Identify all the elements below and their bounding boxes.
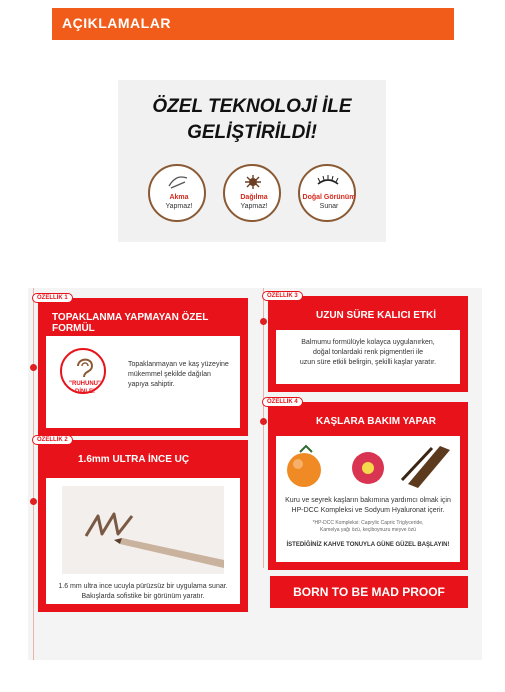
feature-description: Kuru ve seyrek kaşların bakımına yardımcı olmak için HP-DCC Kompleksi ve Sodyum Hyaluronat içerir.	[285, 497, 451, 514]
pencil-stroke-icon	[62, 486, 224, 574]
eyelash-icon	[316, 174, 340, 190]
ear-caption: "RUHUNU" DİNLE!	[69, 381, 101, 395]
timeline-dot	[260, 318, 267, 325]
natural-look-badge: Doğal Görünüm Sunar	[298, 164, 356, 222]
ear-badge	[60, 348, 106, 394]
ingredient-note: *HP-DCC Kompleksi: Caprylic Capric Triglyceride, Kamelya yağı özü, keçiboynuzu meyve özü	[312, 520, 424, 533]
feature-badge: ÖZELLİK 3	[262, 291, 303, 301]
ingredients-icon	[276, 440, 460, 492]
splash-icon	[242, 174, 264, 190]
section-header	[52, 8, 454, 40]
feature-badge: ÖZELLİK 1	[32, 293, 73, 303]
cta-text: İSTEDİĞİNİZ KAHVE TONUYLA GÜNE GÜZEL BAŞLAYIN!	[286, 542, 450, 548]
feature-description: 1.6 mm ultra ince ucuyla pürüzsüz bir uygulama sunar. Bakışlarda sofistike bir görünüm yaratır.	[58, 583, 228, 600]
feature-card-3	[267, 293, 468, 392]
feature-title: 1.6mm ULTRA İNCE UÇ	[78, 454, 190, 465]
feature-title: UZUN SÜRE KALICI ETKİ	[316, 310, 436, 321]
ink-stroke-icon	[167, 174, 189, 190]
no-smear-badge: Dağılma Yapmaz!	[223, 164, 281, 222]
feature-title: TOPAKLANMA YAPMAYAN ÖZEL FORMÜL	[52, 312, 209, 334]
feature-card-1	[37, 295, 248, 436]
feature-body	[276, 330, 460, 384]
timeline-dot	[260, 418, 267, 425]
left-timeline	[33, 288, 34, 660]
section-title: AÇIKLAMALAR	[62, 15, 171, 31]
feature-body	[46, 478, 240, 604]
pencil-swatch	[62, 486, 224, 574]
feature-description: Topaklanmayan ve kaş yüzeyine mükemmel şekilde dağılan yapıya sahiptir.	[128, 361, 229, 388]
feature-body	[46, 336, 240, 428]
technology-title: ÖZEL TEKNOLOJİ İLE GELİŞTİRİLDİ!	[152, 96, 352, 143]
feature-card-4	[267, 399, 468, 570]
technology-banner	[118, 80, 386, 242]
feature-badge: ÖZELLİK 2	[32, 435, 73, 445]
feature-description: Balmumu formülüyle kolayca uygulanırken, doğal tonlardaki renk pigmentleri ile uzun süre etkili belirgin, şekilli kaşlar yaratır.	[299, 339, 437, 366]
feature-card-2	[37, 437, 248, 612]
no-smudge-badge: Akma Yapmaz!	[148, 164, 206, 222]
feature-badge: ÖZELLİK 4	[262, 397, 303, 407]
timeline-dot	[30, 498, 37, 505]
timeline-dot	[30, 364, 37, 371]
feature-body	[276, 436, 460, 562]
ear-icon	[72, 354, 96, 380]
middle-timeline	[263, 288, 264, 568]
feature-title: KAŞLARA BAKIM YAPAR	[316, 416, 437, 427]
slogan-banner: BORN TO BE MAD PROOF	[270, 576, 468, 608]
